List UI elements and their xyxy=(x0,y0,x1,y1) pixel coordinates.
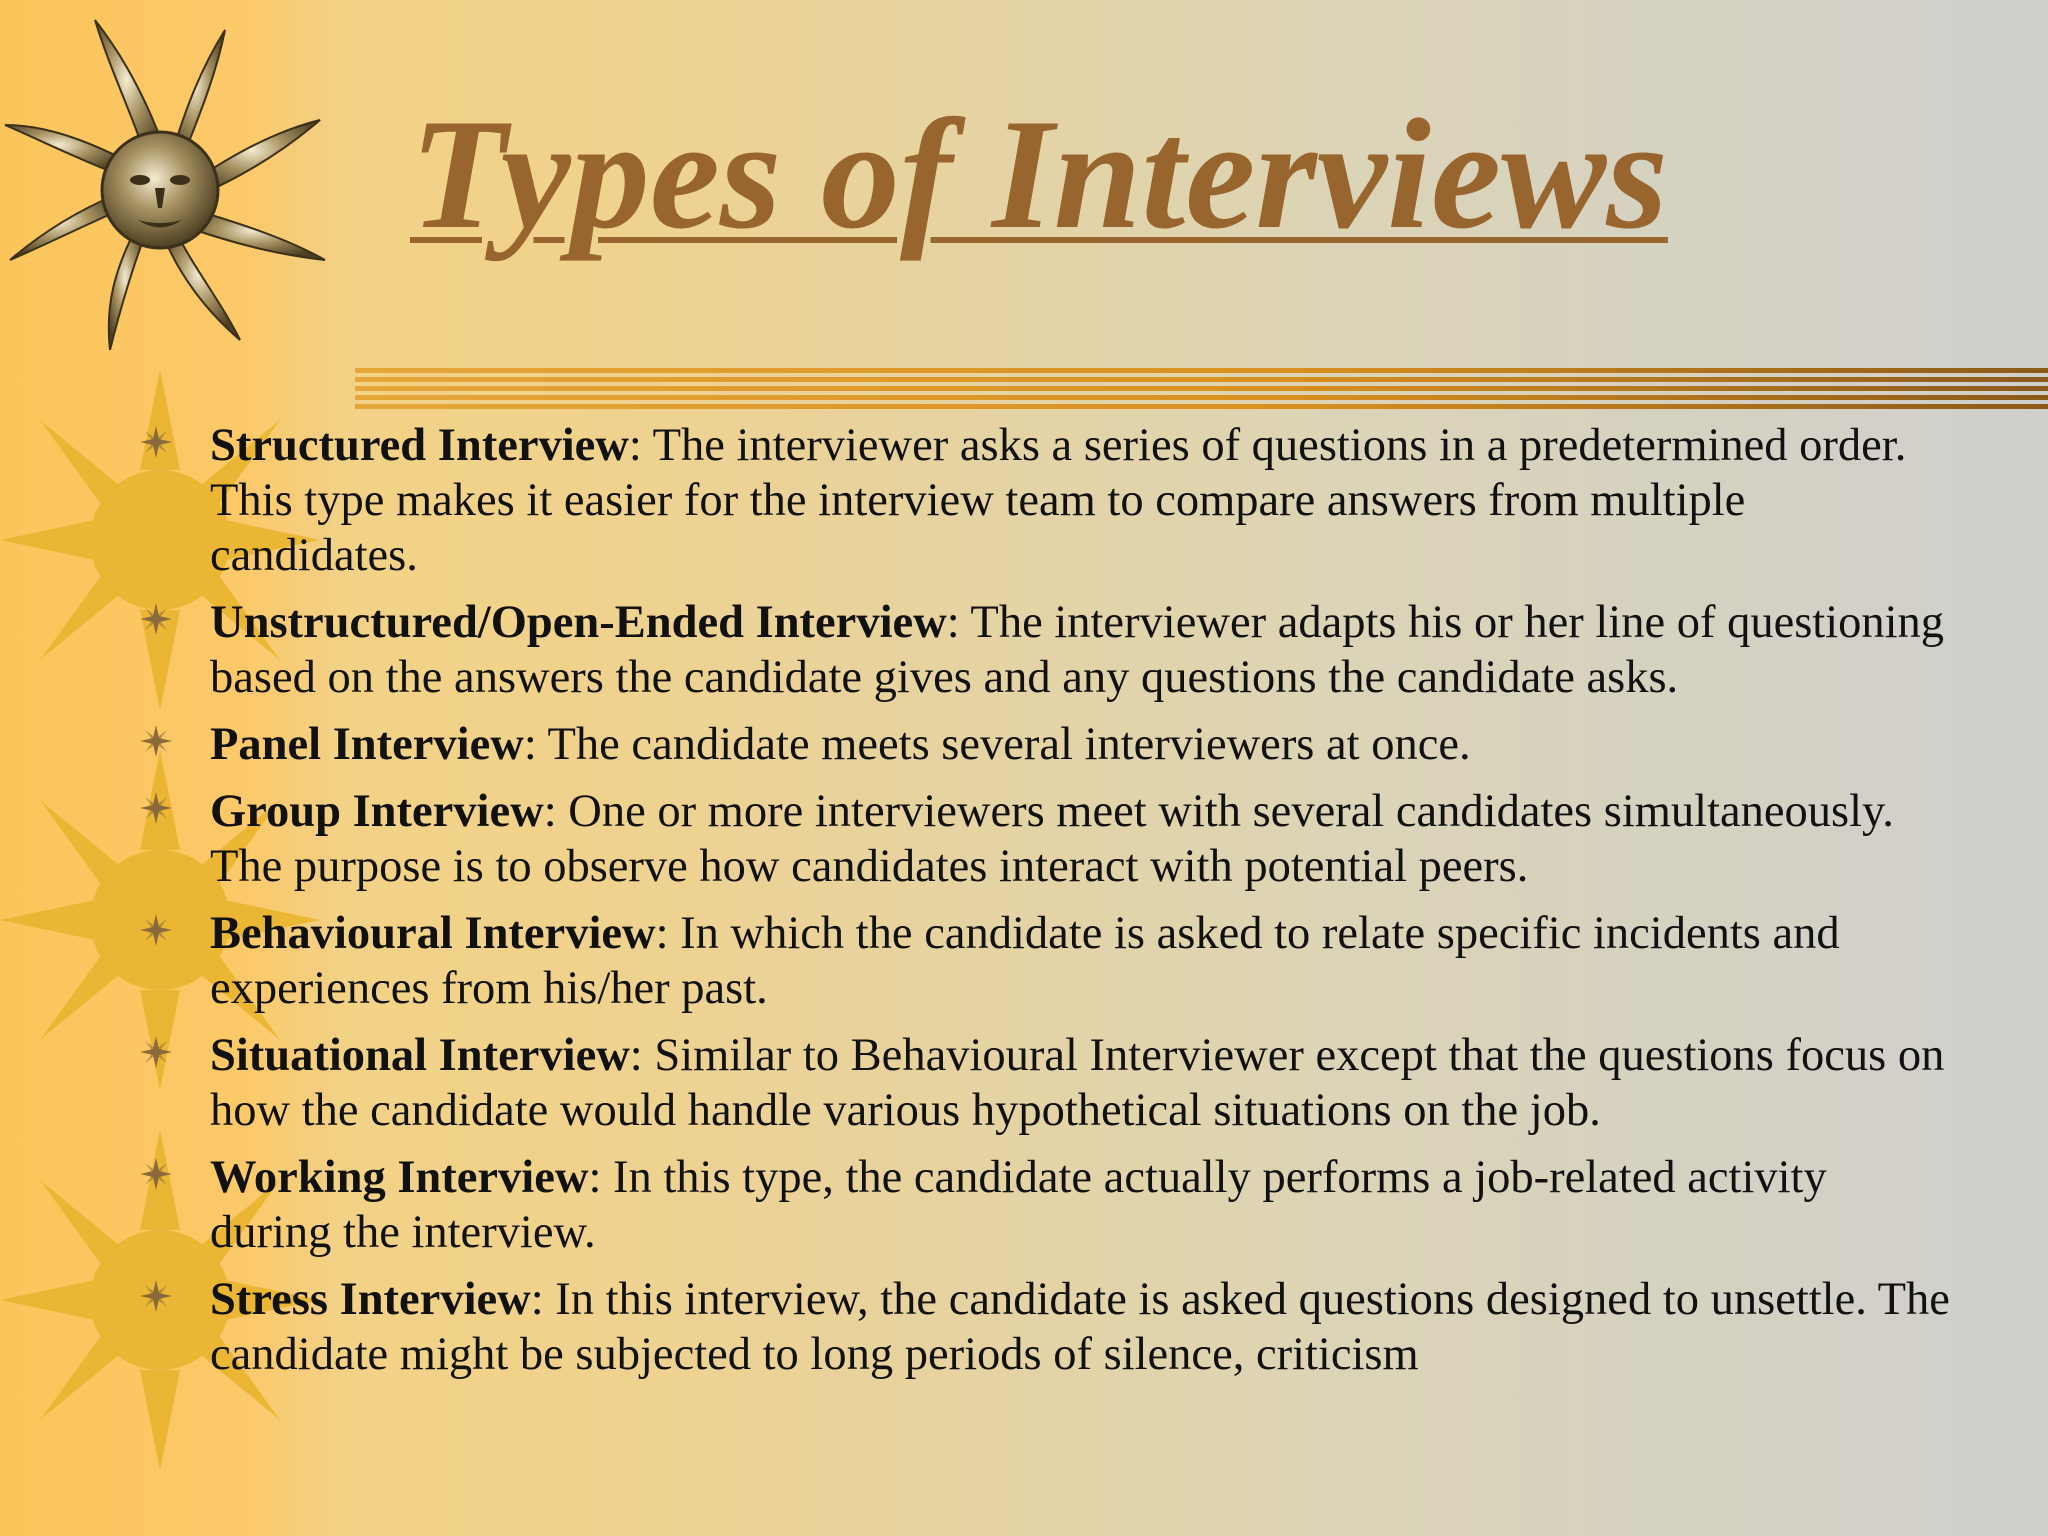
item-term: Structured Interview xyxy=(210,420,629,471)
list-item xyxy=(210,595,1950,705)
item-description: : The interviewer adapts his or her line of questioning based on the answers the candidate gives and any questions the candidate asks. xyxy=(210,597,1945,703)
star-bullet-icon xyxy=(138,912,174,948)
list-item xyxy=(210,1150,1950,1260)
item-term: Panel Interview xyxy=(210,719,524,770)
star-bullet-icon xyxy=(138,790,174,826)
star-bullet-icon xyxy=(138,1278,174,1314)
item-term: Situational Interview xyxy=(210,1030,630,1081)
item-term: Group Interview xyxy=(210,786,544,837)
item-term: Behavioural Interview xyxy=(210,908,656,959)
item-description: : One or more interviewers meet with several candidates simultaneously. The purpose is to observe how candidates interact with potential peers. xyxy=(210,786,1894,892)
item-term: Unstructured/Open-Ended Interview xyxy=(210,597,947,648)
item-description: : In which the candidate is asked to relate specific incidents and experiences from his/her past. xyxy=(210,908,1840,1014)
item-description: : Similar to Behavioural Interviewer except that the questions focus on how the candidate would handle various hypothetical situations on the job. xyxy=(210,1030,1945,1136)
item-description: : In this type, the candidate actually performs a job-related activity during the interview. xyxy=(210,1152,1827,1258)
star-bullet-icon xyxy=(138,601,174,637)
item-description: : The candidate meets several interviewers at once. xyxy=(523,719,1471,770)
item-description: : In this interview, the candidate is asked questions designed to unsettle. The candidate might be subjected to long periods of silence, criticism xyxy=(210,1274,1950,1380)
star-bullet-icon xyxy=(138,424,174,460)
list-item xyxy=(210,906,1950,1016)
page-title: Types of Interviews xyxy=(410,87,1668,262)
star-bullet-icon xyxy=(138,723,174,759)
list-item xyxy=(210,784,1950,894)
list-item xyxy=(210,1028,1950,1138)
list-item xyxy=(210,1272,1950,1382)
sun-face-icon xyxy=(0,10,330,350)
title-rule-divider xyxy=(355,368,2048,410)
interview-types-list xyxy=(210,418,1950,1394)
list-item xyxy=(210,418,1950,583)
star-bullet-icon xyxy=(138,1156,174,1192)
star-bullet-icon xyxy=(138,1034,174,1070)
list-item xyxy=(210,717,1950,772)
item-description: : The interviewer asks a series of questions in a predetermined order. This type makes it easier for the interview team to compare answers from multiple candidates. xyxy=(210,420,1907,581)
item-term: Stress Interview xyxy=(210,1274,531,1325)
item-term: Working Interview xyxy=(210,1152,589,1203)
